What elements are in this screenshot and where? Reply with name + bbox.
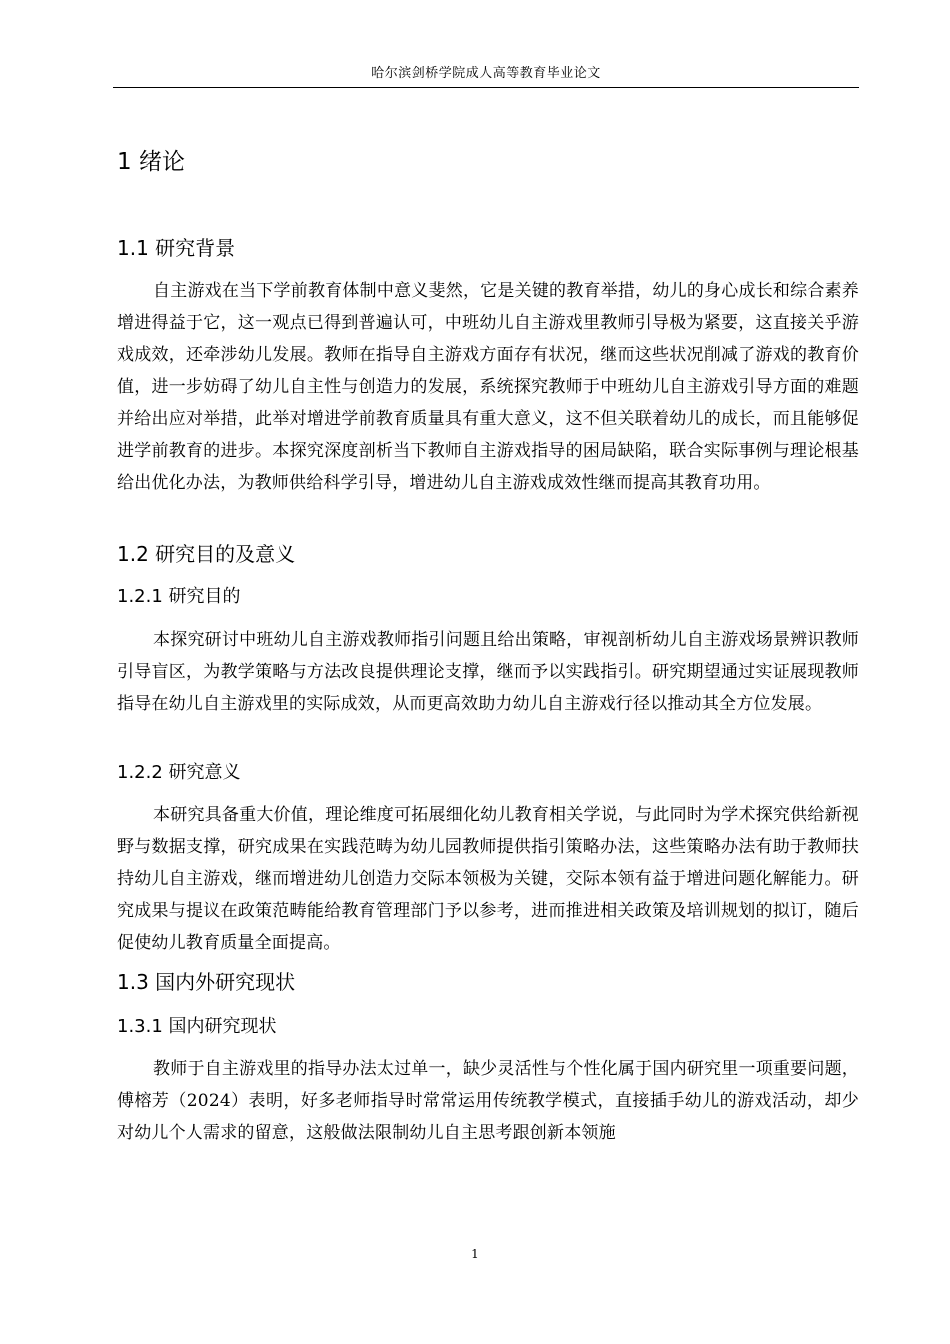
section-heading-1-1: 1.1 研究背景 <box>117 236 236 260</box>
page-number: 1 <box>471 1247 479 1261</box>
header-rule <box>113 87 859 88</box>
paragraph-research-background: 自主游戏在当下学前教育体制中意义斐然，它是关键的教育举措，幼儿的身心成长和综合素养增进得益于它，这一观点已得到普遍认可，中班幼儿自主游戏里教师引导极为紧要，这直接关乎游戏成效，还牵涉幼儿发展。教师在指导自主游戏方面存有状况，继而这些状况削减了游戏的教育价值，进一步妨碍了幼儿自主性与创造力的发展，系统探究教师于中班幼儿自主游戏引导方面的难题并给出应对举措，此举对增进学前教育质量具有重大意义，这不但关联着幼儿的成长，而且能够促进学前教育的进步。本探究深度剖析当下教师自主游戏指导的困局缺陷，联合实际事例与理论根基给出优化办法，为教师供给科学引导，增进幼儿自主游戏成效性继而提高其教育功用。 <box>117 281 859 493</box>
paragraph-research-significance: 本研究具备重大价值，理论维度可拓展细化幼儿教育相关学说，与此同时为学术探究供给新视野与数据支撑，研究成果在实践范畴为幼儿园教师提供指引策略办法，这些策略办法有助于教师扶持幼儿自主游戏，继而增进幼儿创造力交际本领极为关键，交际本领有益于增进问题化解能力。研究成果与提议在政策范畴能给教育管理部门予以参考，进而推进相关政策及培训规划的拟订，随后促使幼儿教育质量全面提高。 <box>117 805 859 953</box>
paragraph-domestic-research: 教师于自主游戏里的指导办法太过单一，缺少灵活性与个性化属于国内研究里一项重要问题，傅榕芳（2024）表明，好多老师指导时常常运用传统教学模式，直接插手幼儿的游戏活动，却少对幼儿个人需求的留意，这般做法限制幼儿自主思考跟创新本领施 <box>117 1059 859 1143</box>
section-heading-1-2-1: 1.2.1 研究目的 <box>117 586 241 607</box>
running-header: 哈尔滨剑桥学院成人高等教育毕业论文 <box>371 66 601 81</box>
section-heading-1-3: 1.3 国内外研究现状 <box>117 970 296 994</box>
section-heading-1-2-2: 1.2.2 研究意义 <box>117 762 241 783</box>
chapter-title: 1 绪论 <box>117 149 185 175</box>
section-heading-1-3-1: 1.3.1 国内研究现状 <box>117 1016 277 1037</box>
section-heading-1-2: 1.2 研究目的及意义 <box>117 542 296 566</box>
paragraph-research-purpose: 本探究研讨中班幼儿自主游戏教师指引问题且给出策略，审视剖析幼儿自主游戏场景辨识教师引导盲区，为教学策略与方法改良提供理论支撑，继而予以实践指引。研究期望通过实证展现教师指导在幼儿自主游戏里的实际成效，从而更高效助力幼儿自主游戏行径以推动其全方位发展。 <box>117 630 859 714</box>
